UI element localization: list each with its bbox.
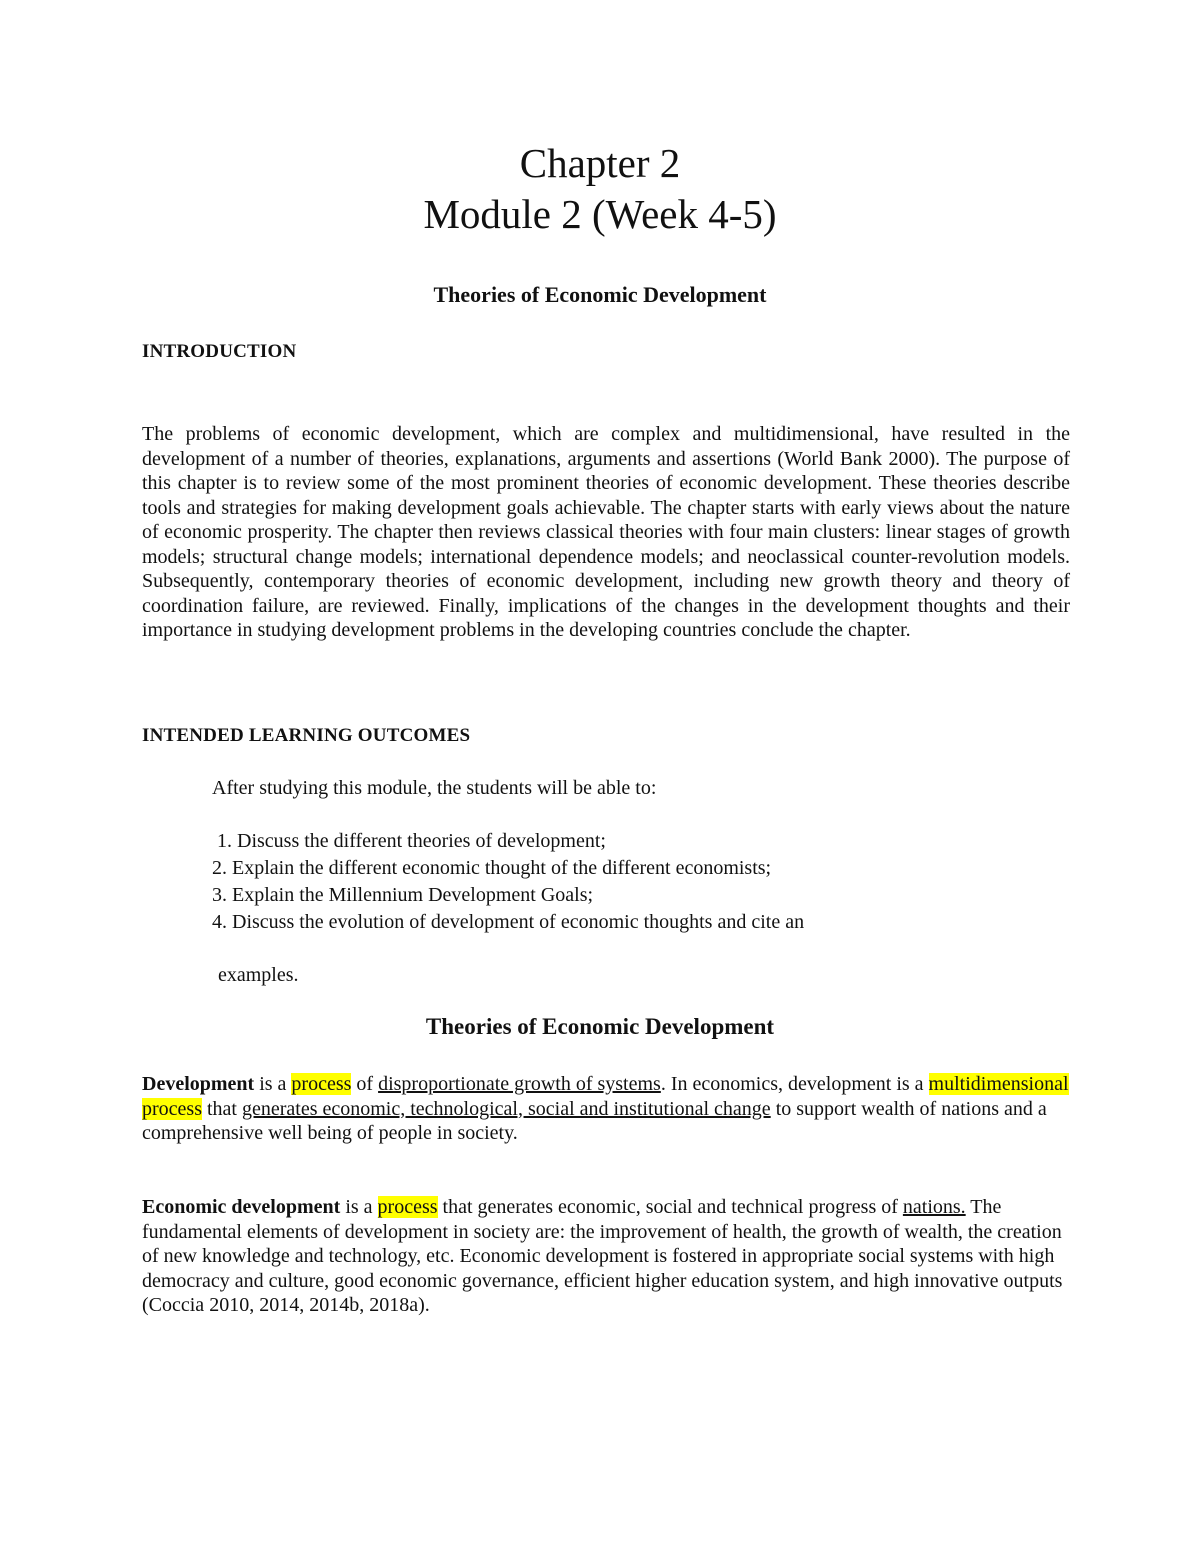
outcomes-heading: INTENDED LEARNING OUTCOMES — [142, 725, 471, 746]
outcome-item-4-continuation: examples. — [218, 964, 299, 986]
chapter-title: Chapter 2 — [519, 140, 681, 186]
introduction-paragraph: The problems of economic development, which are complex and multidimensional, have resulted in the development of a number of theories, explanations, arguments and assertions (World Bank 2000). The purpose of this chapter is to review some of the most prominent theories of economic development. These theories describe tools and strategies for making development goals achievable. The chapter starts with early views about the nature of economic prosperity. The chapter then reviews classical theories with four main clusters: linear stages of growth models; structural change models; international dependence models; and neoclassical counter-revolution models. Subsequently, contemporary theories of economic development, including new growth theory and theory of coordination failure, are reviewed. Finally, implications of the changes in the development thoughts and their importance in studying development problems in the developing countries conclude the chapter. — [142, 423, 1070, 641]
economic-development-paragraph: Economic development is a process that generates economic, social and technical progress of nations. The fundamental elements of development in society are: the improvement of health, the growth of wealth, the creation of new knowledge and technology, etc. Economic development is fostered in appropriate social systems with high democracy and culture, good economic governance, efficient higher education system, and high innovative outputs (Coccia 2010, 2014, 2014b, 2018a). — [142, 1196, 1063, 1317]
underline-disproportionate-growth: disproportionate growth of systems — [378, 1073, 661, 1095]
outcome-item-1: 1. Discuss the different theories of development; — [212, 830, 606, 852]
module-title: Module 2 (Week 4-5) — [423, 191, 777, 237]
outcomes-lead: After studying this module, the students will be able to: — [212, 777, 657, 799]
outcome-item-2: 2. Explain the different economic thought of the different economists; — [212, 857, 772, 879]
theories-heading: Theories of Economic Development — [425, 1014, 775, 1039]
term-economic-development: Economic development — [142, 1196, 341, 1218]
document-subtitle: Theories of Economic Development — [433, 282, 767, 307]
development-paragraph: Development is a process of disproportionate growth of systems. In economics, development is a multidimensional process that generates economic, technological, social and institutional change to support wealth of nations and a comprehensive well being of people in society. — [142, 1073, 1069, 1145]
underline-generates-change: generates economic, technological, social and institutional change — [241, 1097, 771, 1120]
introduction-heading: INTRODUCTION — [142, 341, 297, 362]
underline-nations: nations. — [902, 1196, 966, 1218]
highlight-process: process — [291, 1073, 352, 1095]
outcome-item-4: 4. Discuss the evolution of development of economic thoughts and cite an — [212, 911, 805, 933]
term-development: Development — [142, 1073, 255, 1095]
highlight-multidimensional-process: multidimensional process — [142, 1073, 1069, 1120]
highlight-process-2: process — [377, 1196, 438, 1218]
outcome-item-3: 3. Explain the Millennium Development Goals; — [212, 884, 594, 906]
